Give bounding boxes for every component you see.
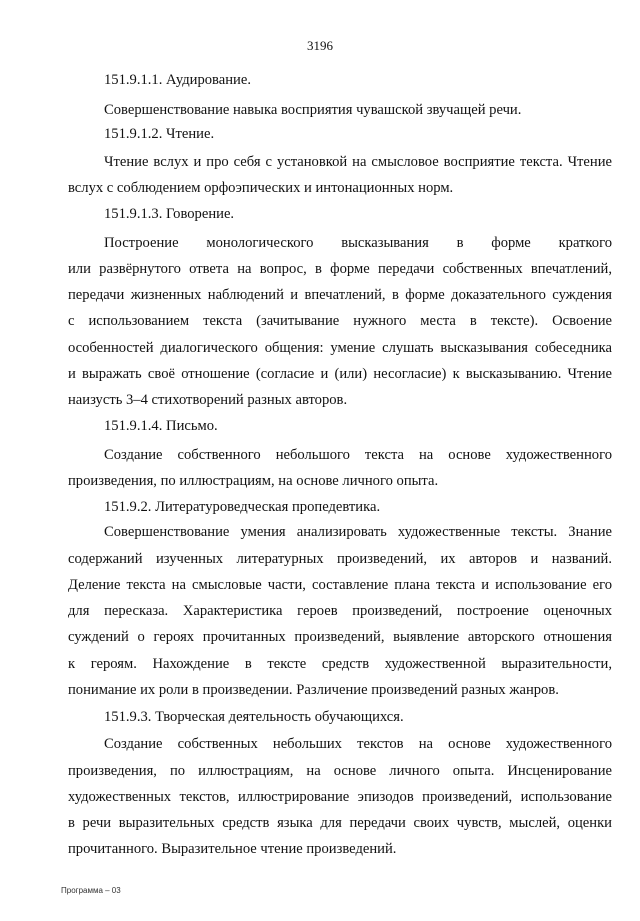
paragraph-line: особенностей диалогического общения: умение слушать высказывания собеседника <box>68 340 612 356</box>
section-heading: 151.9.1.3. Говорение. <box>104 206 235 222</box>
section-heading: 151.9.2. Литературоведческая пропедевтика. <box>104 499 381 515</box>
paragraph-line: Создание собственного небольшого текста на основе художественного <box>104 447 612 463</box>
paragraph-line: суждений о героях прочитанных произведений, выявление авторского отношения <box>68 629 612 645</box>
paragraph-line: наизусть 3–4 стихотворений разных авторов. <box>68 392 348 408</box>
paragraph-line: к героям. Нахождение в тексте средств художественной выразительности, <box>68 656 612 672</box>
footer-label: Программа – 03 <box>61 886 121 895</box>
paragraph-line: Деление текста на смысловые части, составление плана текста и использование его <box>68 577 612 593</box>
section-heading: 151.9.1.4. Письмо. <box>104 418 218 434</box>
paragraph-line: передачи жизненных наблюдений и впечатлений, в форме доказательного суждения <box>68 287 612 303</box>
section-heading: 151.9.3. Творческая деятельность обучающихся. <box>104 709 404 725</box>
paragraph-line: содержаний изученных литературных произведений, их авторов и названий. <box>68 551 612 567</box>
paragraph-line: или развёрнутого ответа на вопрос, в форме передачи собственных впечатлений, <box>68 261 612 277</box>
paragraph-line: Совершенствование умения анализировать художественные тексты. Знание <box>104 524 612 540</box>
paragraph-line: в речи выразительных средств языка для передачи своих чувств, мыслей, оценки <box>68 815 612 831</box>
paragraph-line: с использованием текста (зачитывание нужного места в тексте). Освоение <box>68 313 612 329</box>
paragraph-line: произведения, по иллюстрациям, на основе личного опыта. Инсценирование <box>68 763 612 779</box>
paragraph-line: для пересказа. Характеристика героев произведений, построение оценочных <box>68 603 612 619</box>
paragraph-line: Чтение вслух и про себя с установкой на смысловое восприятие текста. Чтение <box>104 154 612 170</box>
paragraph-line: художественных текстов, иллюстрирование эпизодов произведений, использование <box>68 789 612 805</box>
paragraph-line: и выражать своё отношение (согласие и (или) несогласие) к высказыванию. Чтение <box>68 366 612 382</box>
page-number: 3196 <box>307 38 333 53</box>
paragraph-line: прочитанного. Выразительное чтение произведений. <box>68 841 397 857</box>
paragraph-line: вслух с соблюдением орфоэпических и интонационных норм. <box>68 180 454 196</box>
paragraph-line: Совершенствование навыка восприятия чувашской звучащей речи. <box>104 102 522 118</box>
paragraph-line: произведения, по иллюстрациям, на основе личного опыта. <box>68 473 439 489</box>
section-heading: 151.9.1.2. Чтение. <box>104 126 215 142</box>
section-heading: 151.9.1.1. Аудирование. <box>104 72 251 88</box>
paragraph-line: понимание их роли в произведении. Различение произведений разных жанров. <box>68 682 559 698</box>
paragraph-line: Создание собственных небольших текстов на основе художественного <box>104 736 612 752</box>
paragraph-line: Построение монологического высказывания в форме краткого <box>104 235 612 251</box>
